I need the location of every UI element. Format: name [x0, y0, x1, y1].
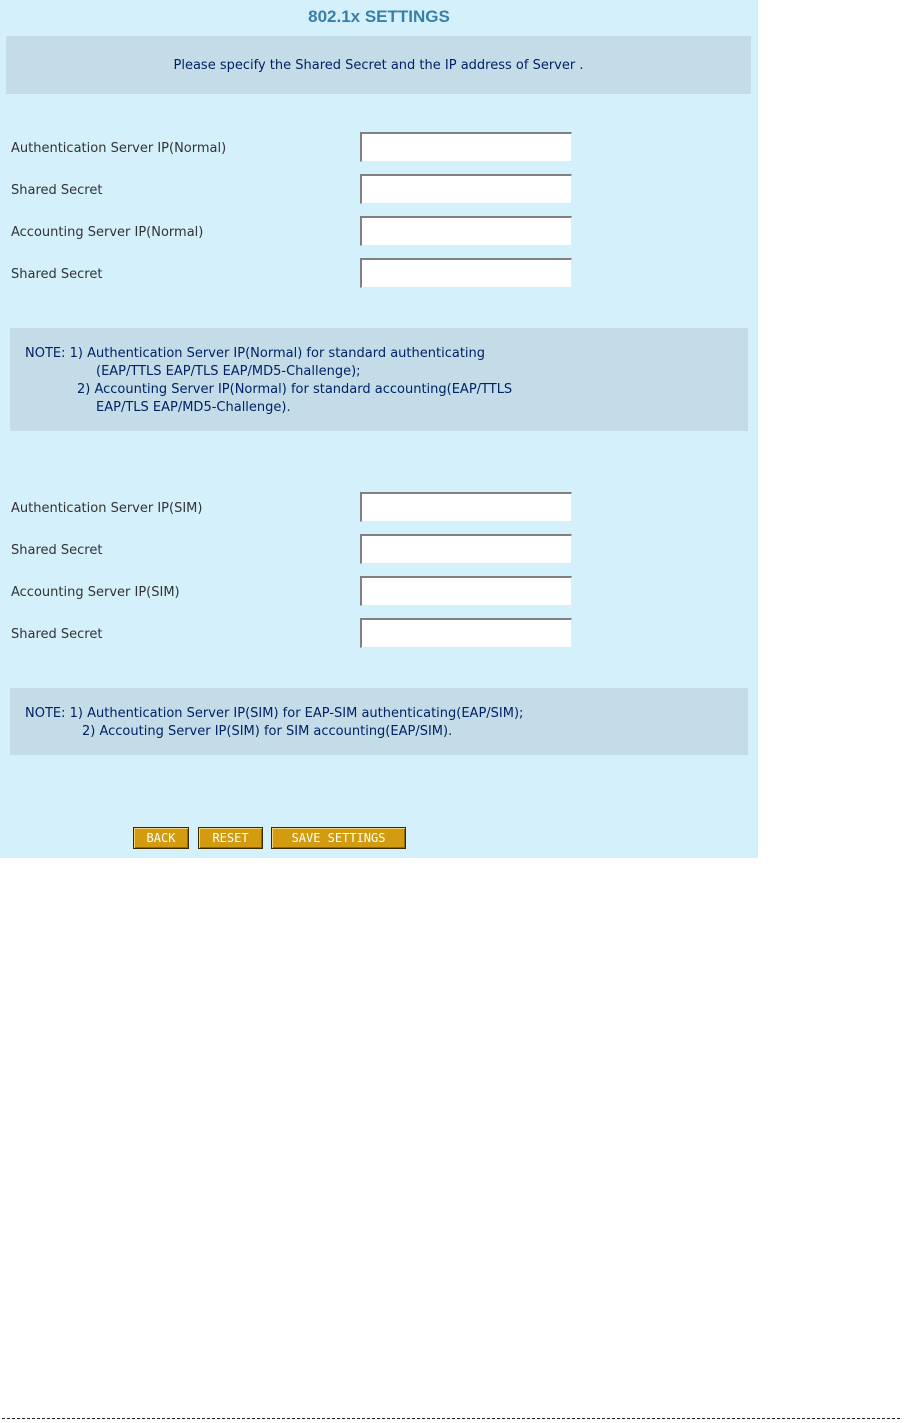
note-sim-line-1: NOTE: 1) Authentication Server IP(SIM) for EAP-SIM authenticating(EAP/SIM);	[25, 706, 524, 721]
note-normal-line-1: NOTE: 1) Authentication Server IP(Normal) for standard authenticating	[25, 346, 486, 361]
acct-server-sim-input[interactable]	[360, 576, 572, 606]
auth-secret-normal-input[interactable]	[360, 174, 572, 204]
auth-secret-sim-input[interactable]	[360, 534, 572, 564]
auth-server-normal-label: Authentication Server IP(Normal)	[11, 141, 227, 156]
note-normal	[10, 328, 748, 431]
note-sim	[10, 688, 748, 755]
auth-secret-normal-label: Shared Secret	[11, 183, 103, 198]
page-title: 802.1x SETTINGS	[308, 7, 450, 26]
auth-secret-sim-label: Shared Secret	[11, 543, 103, 558]
note-normal-line-2: (EAP/TTLS EAP/TLS EAP/MD5-Challenge);	[96, 364, 361, 379]
acct-secret-sim-input[interactable]	[360, 618, 572, 648]
acct-server-sim-label: Accounting Server IP(SIM)	[11, 585, 180, 600]
acct-server-normal-label: Accounting Server IP(Normal)	[11, 225, 204, 240]
acct-server-normal-input[interactable]	[360, 216, 572, 246]
auth-server-normal-input[interactable]	[360, 132, 572, 162]
auth-server-sim-input[interactable]	[360, 492, 572, 522]
reset-button[interactable]: RESET	[198, 827, 263, 849]
intro-banner	[6, 36, 751, 94]
intro-text: Please specify the Shared Secret and the IP address of Server .	[173, 57, 584, 73]
acct-secret-sim-label: Shared Secret	[11, 627, 103, 642]
acct-secret-normal-input[interactable]	[360, 258, 572, 288]
note-normal-line-4: EAP/TLS EAP/MD5-Challenge).	[96, 400, 291, 415]
note-sim-line-2: 2) Accouting Server IP(SIM) for SIM accounting(EAP/SIM).	[82, 724, 453, 739]
note-normal-line-3: 2) Accounting Server IP(Normal) for standard accounting(EAP/TTLS	[77, 382, 513, 397]
save-settings-button[interactable]: SAVE SETTINGS	[271, 827, 406, 849]
page-bottom-divider	[2, 1418, 900, 1419]
auth-server-sim-label: Authentication Server IP(SIM)	[11, 501, 203, 516]
acct-secret-normal-label: Shared Secret	[11, 267, 103, 282]
back-button[interactable]: BACK	[133, 827, 189, 849]
